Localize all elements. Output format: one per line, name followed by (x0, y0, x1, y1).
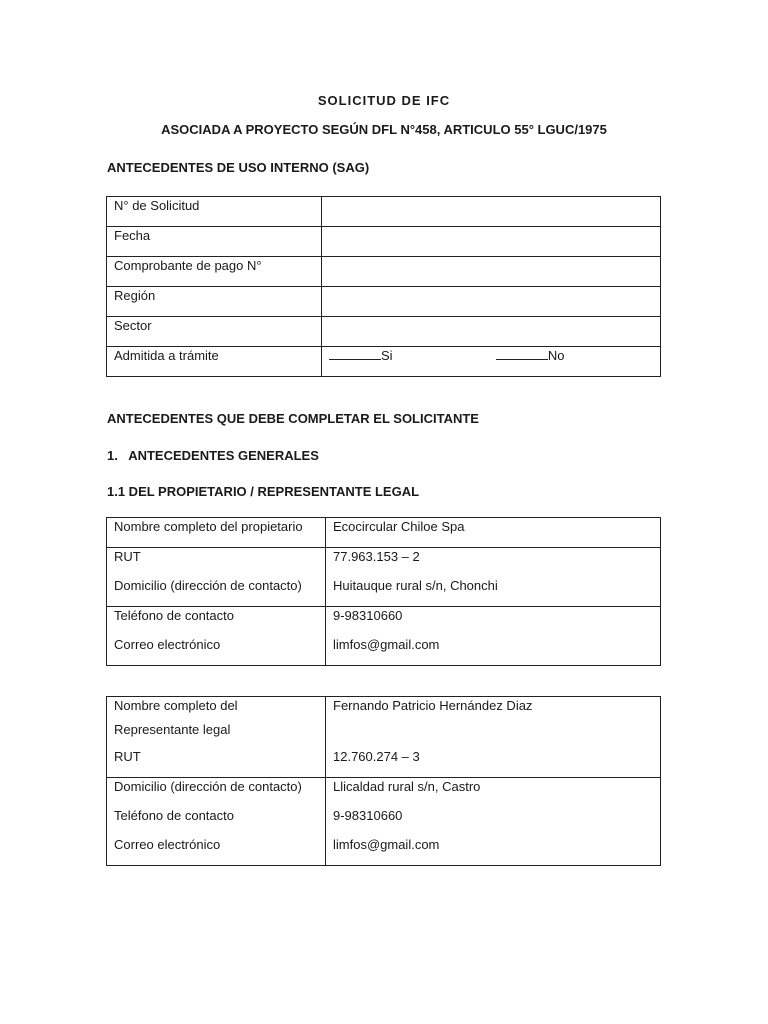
table-row (107, 518, 661, 548)
admitted-options (322, 347, 661, 377)
owner-email-value: limfos@gmail.com (333, 637, 440, 652)
rep-name-value: Fernando Patricio Hernández Diaz (333, 698, 533, 713)
admitted-label: Admitida a trámite (107, 347, 322, 377)
sector-label: Sector (107, 317, 322, 347)
table-row (107, 287, 661, 317)
no-label: No (547, 348, 565, 363)
rep-email-label: Correo electrónico (114, 837, 221, 852)
rep-email-value: limfos@gmail.com (333, 837, 440, 852)
payment-receipt-value[interactable] (322, 257, 661, 287)
table-row (107, 227, 661, 257)
internal-use-table (106, 196, 661, 377)
rep-phone-value: 9-98310660 (333, 808, 403, 823)
request-number-value[interactable] (322, 197, 661, 227)
sector-value[interactable] (322, 317, 661, 347)
rep-address-value: Llicaldad rural s/n, Castro (333, 779, 481, 794)
region-value[interactable] (322, 287, 661, 317)
section-internal-heading: ANTECEDENTES DE USO INTERNO (SAG) (107, 160, 370, 175)
legal-rep-table (106, 696, 661, 866)
no-blank[interactable] (496, 347, 548, 360)
table-row (107, 197, 661, 227)
table-row (107, 697, 661, 778)
table-row (107, 548, 661, 607)
date-value[interactable] (322, 227, 661, 257)
owner-email-label: Correo electrónico (114, 637, 221, 652)
table-row (107, 347, 661, 377)
section-general-heading: 1. ANTECEDENTES GENERALES (107, 448, 319, 463)
owner-phone-label: Teléfono de contacto (114, 608, 234, 623)
si-blank[interactable] (329, 347, 381, 360)
rep-name-label-line2: Representante legal (114, 722, 231, 737)
document-title: SOLICITUD DE IFC (317, 93, 451, 108)
payment-receipt-label: Comprobante de pago N° (107, 257, 322, 287)
region-label: Región (107, 287, 322, 317)
owner-table (106, 517, 661, 666)
table-row (107, 778, 661, 866)
section-applicant-heading: ANTECEDENTES QUE DEBE COMPLETAR EL SOLICITANTE (107, 411, 479, 426)
rep-phone-label: Teléfono de contacto (114, 808, 234, 823)
rep-name-label-line1: Nombre completo del (114, 698, 238, 713)
owner-phone-value: 9-98310660 (333, 608, 403, 623)
owner-rut-value: 77.963.153 – 2 (333, 549, 420, 564)
table-row (107, 257, 661, 287)
table-row (107, 317, 661, 347)
request-number-label: N° de Solicitud (107, 197, 322, 227)
owner-rut-label: RUT (114, 549, 141, 564)
owner-address-value: Huitauque rural s/n, Chonchi (333, 578, 498, 593)
si-label: Si (381, 348, 393, 363)
document-subtitle: ASOCIADA A PROYECTO SEGÚN DFL N°458, ARTICULO 55° LGUC/1975 (161, 122, 607, 137)
rep-rut-value: 12.760.274 – 3 (333, 749, 420, 764)
rep-address-label: Domicilio (dirección de contacto) (114, 779, 302, 794)
date-label: Fecha (107, 227, 322, 257)
owner-name-label: Nombre completo del propietario (114, 519, 303, 534)
section-owner-heading: 1.1 DEL PROPIETARIO / REPRESENTANTE LEGAL (107, 484, 420, 499)
table-row (107, 607, 661, 666)
owner-name-value: Ecocircular Chiloe Spa (333, 519, 465, 534)
rep-rut-label: RUT (114, 749, 141, 764)
owner-address-label: Domicilio (dirección de contacto) (114, 578, 302, 593)
